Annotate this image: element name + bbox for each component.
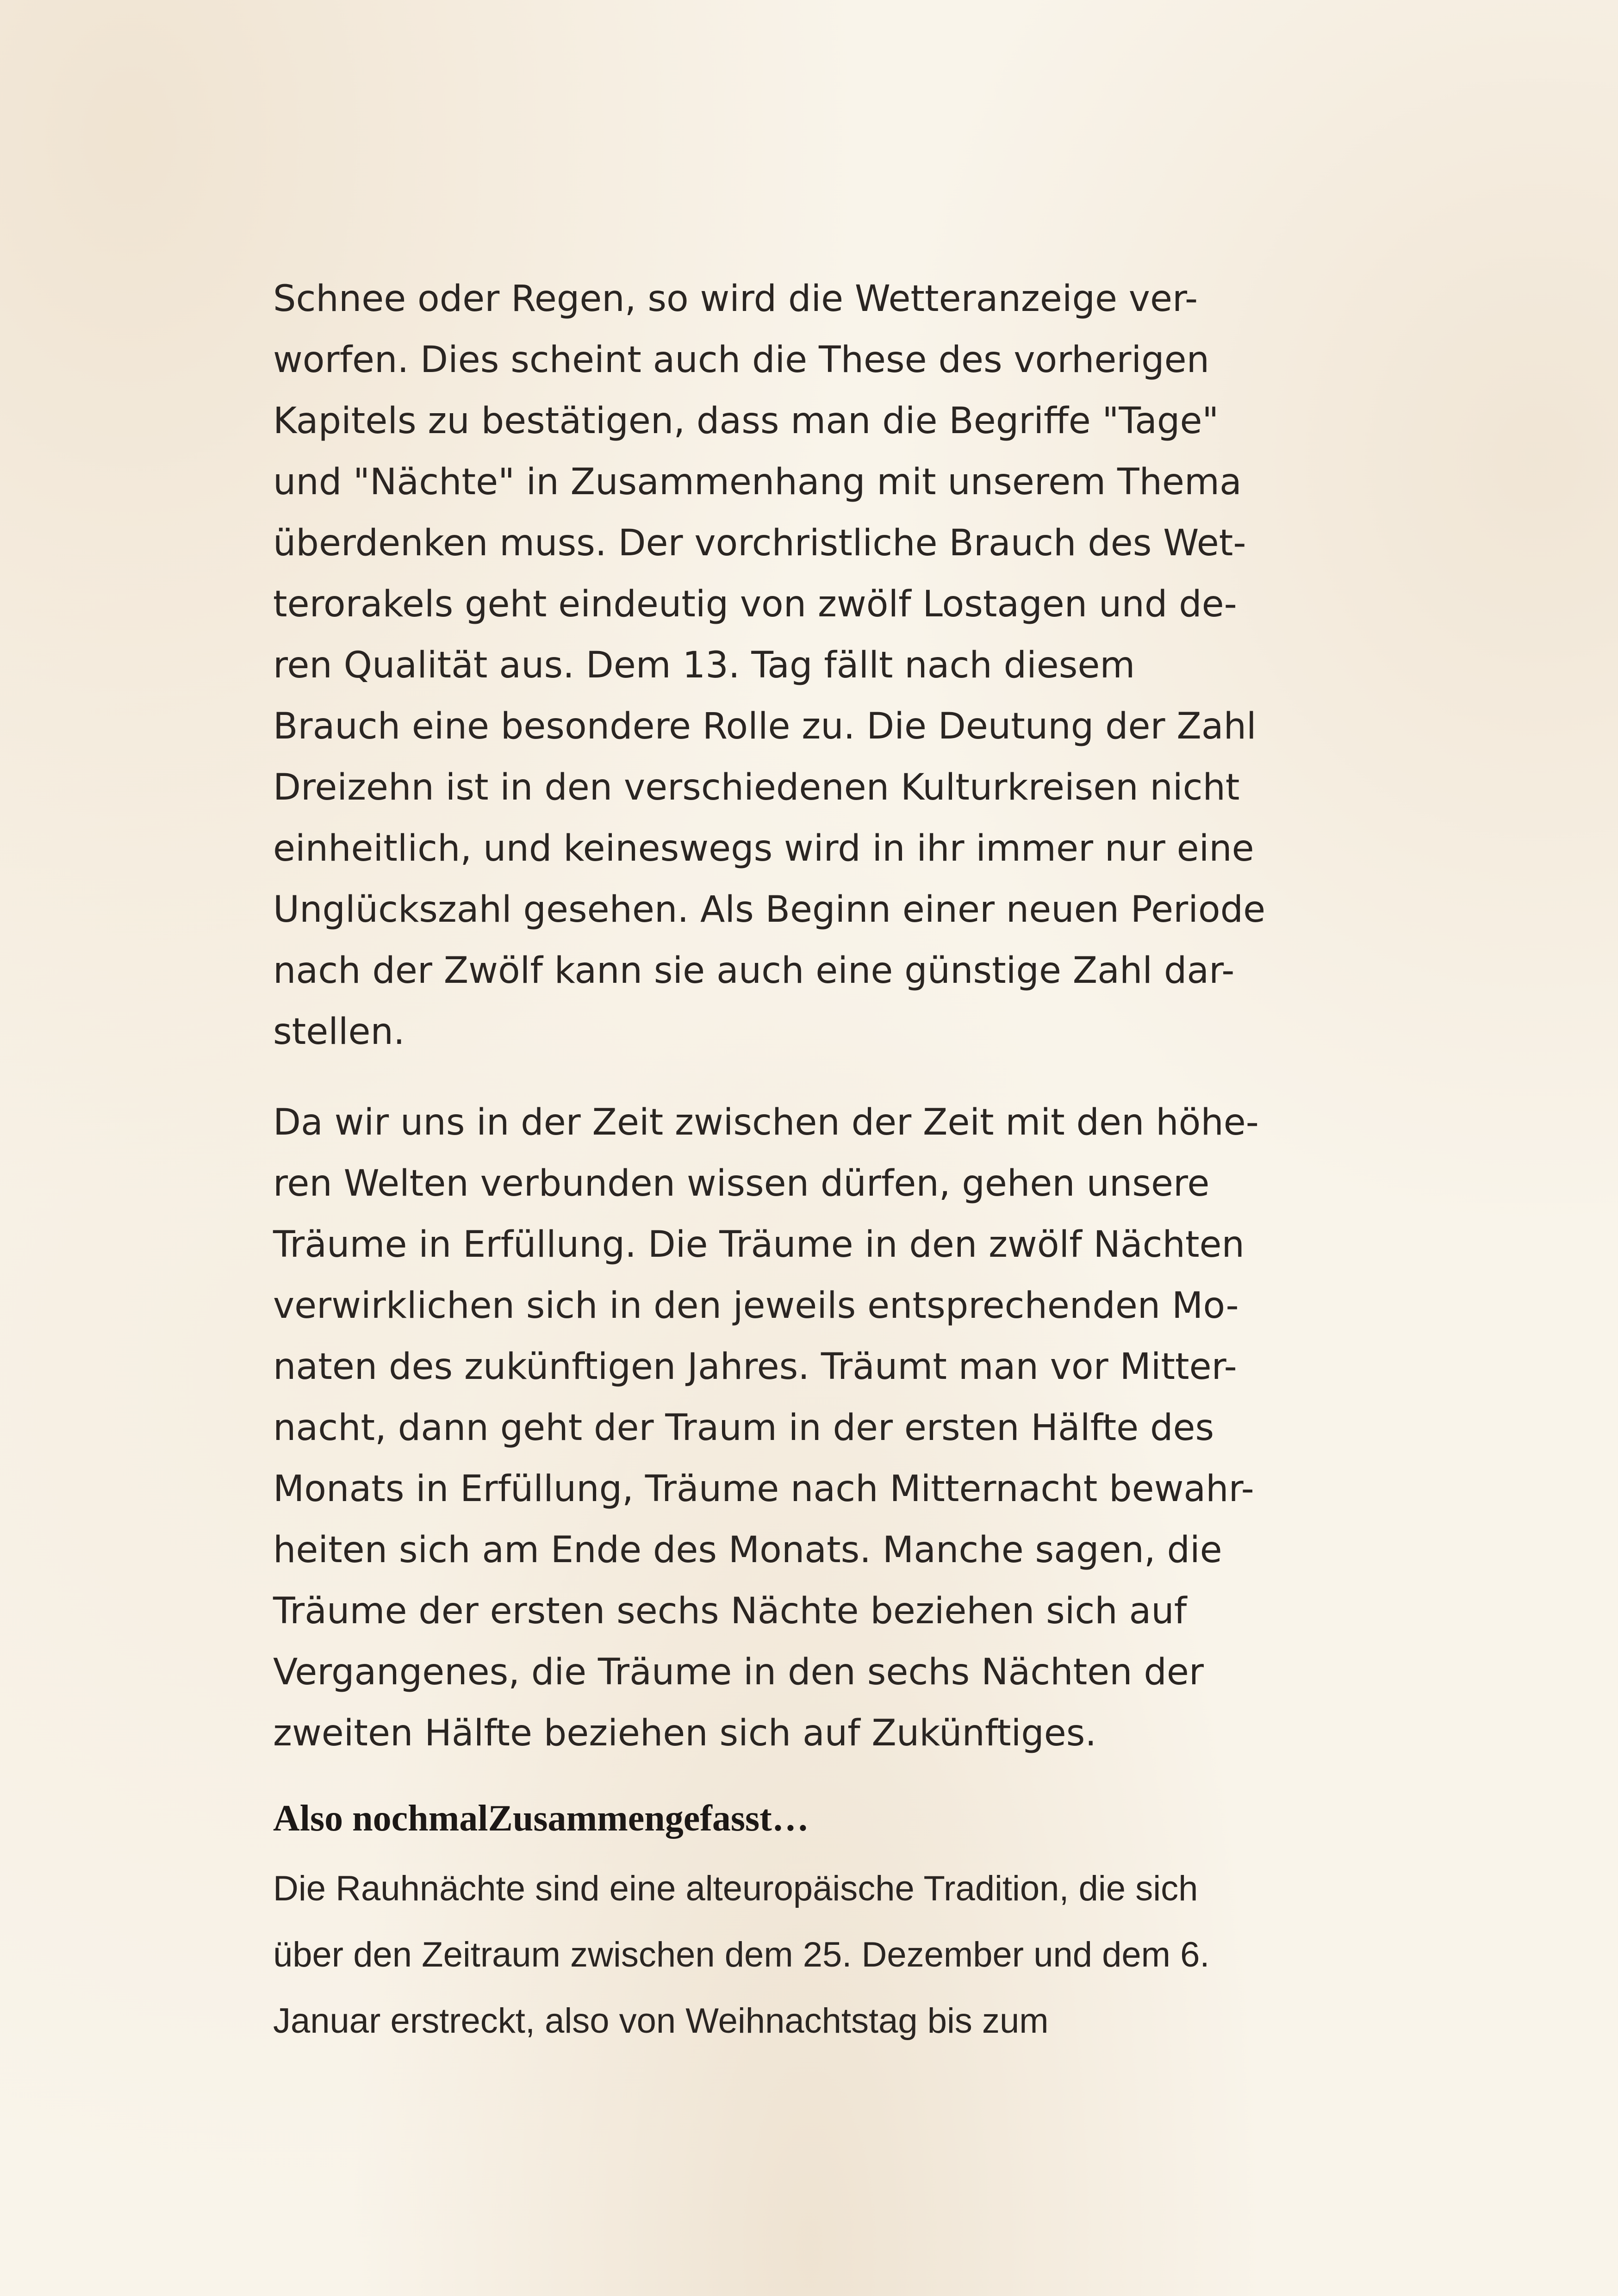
text-line: über den Zeitraum zwischen dem 25. Dezember und dem 6. — [273, 1935, 1210, 1974]
text-line: verwirklichen sich in den jeweils entsprechenden Mo- — [273, 1285, 1239, 1327]
text-line: Träume in Erfüllung. Die Träume in den zwölf Nächten — [273, 1224, 1245, 1266]
text-line: Die Rauhnächte sind eine alteuropäische Tradition, die sich — [273, 1869, 1198, 1908]
text-line: heiten sich am Ende des Monats. Manche sagen, die — [273, 1529, 1222, 1571]
text-line: einheitlich, und keineswegs wird in ihr immer nur eine — [273, 828, 1254, 869]
text-line: zweiten Hälfte beziehen sich auf Zukünftiges. — [273, 1713, 1097, 1754]
text-line: und "Nächte" in Zusammenhang mit unserem Thema — [273, 461, 1242, 503]
text-line: nacht, dann geht der Traum in der ersten Hälfte des — [273, 1407, 1214, 1449]
text-line: Vergangenes, die Träume in den sechs Nächten der — [273, 1651, 1204, 1693]
paragraph-weather-oracle — [273, 268, 1351, 1062]
text-line: Unglückszahl gesehen. Als Beginn einer neuen Periode — [273, 889, 1266, 931]
text-line: naten des zukünftigen Jahres. Träumt man vor Mitter- — [273, 1346, 1237, 1388]
text-line: ren Qualität aus. Dem 13. Tag fällt nach diesem — [273, 645, 1135, 686]
text-line: Monats in Erfüllung, Träume nach Mitternacht bewahr- — [273, 1468, 1254, 1510]
section-heading: Also nochmalZusammengefasst… — [273, 1798, 809, 1839]
text-line: Träume der ersten sechs Nächte beziehen sich auf — [273, 1590, 1187, 1632]
paragraph-dreams — [273, 1092, 1351, 1764]
text-line: nach der Zwölf kann sie auch eine günstige Zahl dar- — [273, 950, 1235, 992]
text-line: Schnee oder Regen, so wird die Wetteranzeige ver- — [273, 278, 1198, 320]
text-line: Dreizehn ist in den verschiedenen Kulturkreisen nicht — [273, 767, 1240, 808]
text-line: Kapitels zu bestätigen, dass man die Begriffe "Tage" — [273, 400, 1219, 442]
text-line: ren Welten verbunden wissen dürfen, gehen unsere — [273, 1163, 1210, 1204]
text-line: Da wir uns in der Zeit zwischen der Zeit mit den höhe- — [273, 1102, 1259, 1143]
text-line: worfen. Dies scheint auch die These des vorherigen — [273, 339, 1210, 381]
summary-paragraph — [273, 1855, 1351, 2054]
text-line: terorakels geht eindeutig von zwölf Lostagen und de- — [273, 583, 1237, 625]
text-line: stellen. — [273, 1011, 405, 1053]
text-line: Brauch eine besondere Rolle zu. Die Deutung der Zahl — [273, 706, 1257, 747]
text-line: überdenken muss. Der vorchristliche Brauch des Wet- — [273, 522, 1246, 564]
text-line: Januar erstreckt, also von Weihnachtstag bis zum — [273, 2001, 1049, 2041]
